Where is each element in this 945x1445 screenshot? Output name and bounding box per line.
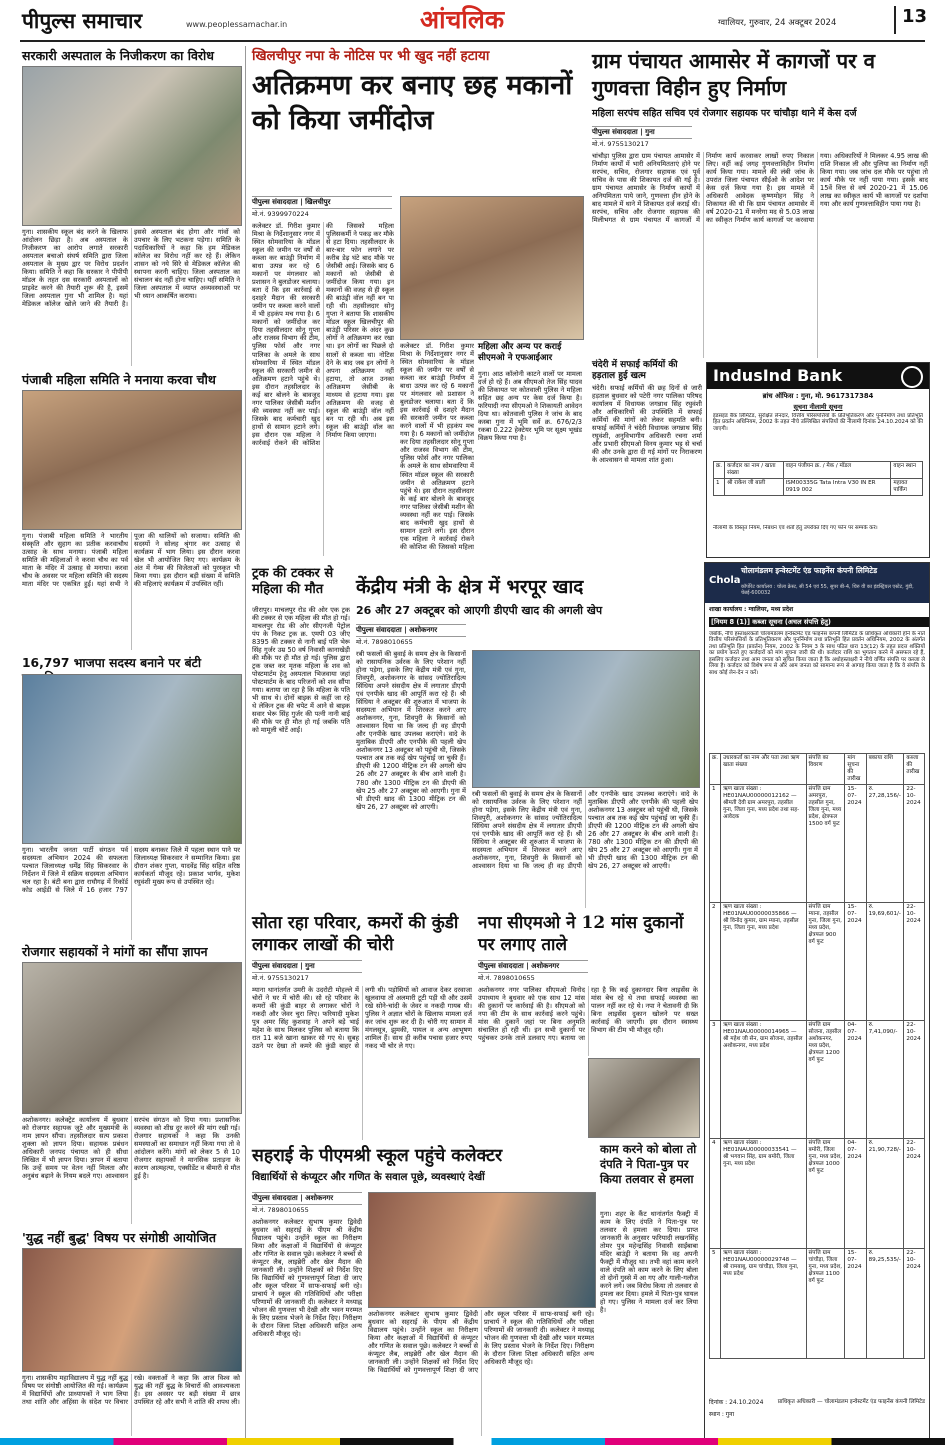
s1-photo (22, 66, 242, 226)
pmshri-body-b: अशोकनगर कलेक्टर सुभाष कुमार द्विवेदी बुधवार को सहराई के पीएम श्री केंद्रीय विद्यालय पहुंचे। उन्होंने स्कूल का निरीक्षण किया और कक्षाओं में विद्यार्थियों से कंप्यूटर और गणित के सवाल पूछे। कलेक्टर ने बच्चों से कंप्यूटर लैब, लाइब्रेरी और खेल मैदान की जानकारी ली। उन्होंने शिक्षकों को निर्देश दिए कि विद्यार्थियों को गुणवत्तापूर्ण शिक्षा दी जाए और स्कूल परिसर में साफ-सफाई बनी रहे। प्राचार्य ने स्कूल की गतिविधियों और परीक्षा परिणामों की जानकारी दी। कलेक्टर ने मध्याह्न भोजन की गुणवत्ता भी देखी और भवन मरम्मत के लिए प्रस्ताव भेजने के निर्देश दिए। निरीक्षण के दौरान जिला शिक्षा अधिकारी सहित अन्य अधिकारी मौजूद रहे। (368, 1310, 594, 1375)
kaam-body: गुना। शहर के कैंट थानांतर्गत फैक्ट्री में काम के लिए दंपति ने पिता-पुत्र पर तलवार से हमला कर दिया। प्राप्त जानकारी के अनुसार फरियादी लखनसिंह तोमर पुत्र महेन्द्रसिंह निवासी साईंबाबा मंदिर बाउंड्री ने बताया कि वह अपनी फैक्ट्री में मौजूद था। तभी वहां काम करने वाले दंपति को काम करने के लिए बोला तो दोनों गुस्से में आ गए और गाली-गलौज करने लगे। जब विरोध किया तो तलवार से हमला कर दिया। हमले में पिता-पुत्र घायल हो गए। पुलिस ने मामला दर्ज कर लिया है। (600, 1210, 698, 1315)
mahila-body: गुना। आठ कॉलोनी काटने वालों पर मामला दर्ज हो रहे हैं। अब सीएमओ तेज सिंह यादव की शिकायत पर कोतवाली पुलिस ने महिला सहित छह अन्य पर केस दर्ज किया है। फरियादी नपा सीएमओ ने शिकायती आवेदन दिया था। कोतवाली पुलिस ने जांच के बाद कस्बा गुना में भूमि सर्वे क्र. 676/2/3 रकबा 0.222 हेक्टेयर भूमि पर सूक्ष्म भूखंड विक्रय किया गया है। (478, 370, 582, 443)
chola-rule: [नियम 8 (1)] कब्जा सूचना (अचल संपत्ति हेतु) (709, 617, 929, 627)
khad-deck: 26 और 27 अक्टूबर को आएगी डीएपी खाद की अगली खेप (356, 604, 603, 617)
indusind-notice-body: इंडसइंड बैंक लिमिटेड, सुरक्षित लेनदार, वित्तीय परिसंपत्तियों के प्रतिभूतिकरण और पुनर्निर्माण तथा प्रतिभूति हित प्रवर्तन अधिनियम, 2002 के तहत नीचे उल्लिखित संपत्तियों की नीलामी दिनांक 24.10.2024 को की जाएगी। (713, 413, 923, 432)
chola-ad (704, 562, 930, 1440)
lead-headline: अतिक्रमण कर बनाए छह मकानों को किया जमींदोज (252, 70, 573, 137)
s5-body: गुना। शासकीय महाविद्यालय में युद्ध नहीं बुद्ध विषय पर संगोष्ठी आयोजित की गई। कार्यक्रम में विद्यार्थियों और प्राध्यापकों ने भाग लिया तथा शांति और अहिंसा के संदेश पर विचार रखे। वक्ताओं ने कहा कि आज विश्व को युद्ध की नहीं बुद्ध के विचारों की आवश्यकता है। इस अवसर पर बड़ी संख्या में छात्र उपस्थित रहे और सभी ने शांति की शपथ ली। (22, 1374, 240, 1407)
left-column-divider (245, 46, 246, 1438)
s3-photo (22, 674, 242, 844)
s4-headline: रोजगार सहायकों ने मांगों का सौंपा ज्ञापन (22, 944, 208, 959)
masthead-rule (20, 40, 925, 42)
s2-body: गुना। पंजाबी महिला समिति ने भारतीय संस्कृति और सुहाग का प्रतीक करवाचौथ उत्साह के साथ मनाया। पंजाबी महिला समिति की महिलाओं ने करवा चौथ का पर्व माता के मंदिर में उत्साह से मनाया। करवा चौथ के अवसर पर महिला समिति की सदस्य माता मंदिर पर एकत्रित हुईं। यहां सभी ने पूजा की थालियों को सजाया। समिति की सदस्यों ने सोलह श्रृंगार कर उत्साह से कार्यक्रम में भाग लिया। इस दौरान करवा खेल भी आयोजित किए गए। कार्यक्रम के अंत में गेम्स की विजेताओं को पुरस्कृत भी किया गया। इस दौरान बड़ी संख्या में समिति की महिलाएं कार्यक्रम में उपस्थित रहीं। (22, 532, 240, 589)
color-registration-strip (0, 1438, 945, 1445)
chola-table (709, 753, 925, 1367)
table-row: 4 ऋण खाता संख्या : HE01NAU00000033541 — श्री भगवान सिंह, ग्राम बमोरी, जिला गुना, मध्य प्रदेश संपत्ति ग्राम बमोरी, जिला गुना, मध्य प्रदेश, क्षेत्रफल 1000 वर्ग फुट 04-07-2024 रु. 21,90,728/- 22-10-2024 (710, 1138, 925, 1248)
indusind-col4: वाहन स्थान (891, 462, 923, 479)
khad-body-a: रबी फसलों की बुवाई के समय क्षेत्र के किसानों को रासायनिक उर्वरक के लिए परेशान नहीं होना पड़ेगा, इसके लिए केंद्रीय मंत्री एवं गुना, शिवपुरी, अशोकनगर के सांसद ज्योतिरादित्य सिंधिया अपने संसदीय क्षेत्र में लगातार डीएपी एवं एनपीके खाद की आपूर्ति करा रहे हैं। श्री सिंधिया ने अक्टूबर की शुरुआत में भाजपा के सदस्यता अभियान में शिरकत करने आए अशोकनगर, गुना, शिवपुरी के किसानों को आश्वासन दिया था कि जल्द ही वह डीएपी और एनपीके खाद उपलब्ध कराएंगे। वादे के मुताबिक डीएपी और एनपीके की पहली खेप अशोकनगर 13 अक्टूबर को पहुंची थी, जिसके पश्चात अब तक कई खेप पहुंचाई जा चुकी हैं। डीएपी की 1200 मीट्रिक टन की अगली खेप 26 और 27 अक्टूबर के बीच आने वाली है। 780 और 1300 मीट्रिक टन की डीएपी की खेप 25 और 27 अक्टूबर को आएगी। गुना में भी डीएपी खाद की 1300 मीट्रिक टन की खेप 26, 27 अक्टूबर को आएगी। (356, 650, 466, 811)
truck-headline: ट्रक की टक्कर से महिला की मौत (252, 566, 334, 598)
chola-th-1: उधारकर्ता का नाम और पता तथा ऋण खाता संख्या (721, 754, 806, 785)
table-row: 3 ऋण खाता संख्या : HE01NAU00000014965 — श्री महेश जी सेन, ग्राम सोजना, तहसील अशोकनगर, मध्य प्रदेश संपत्ति ग्राम सोजना, तहसील अशोकनगर, मध्य प्रदेश, क्षेत्रफल 1200 वर्ग फुट 04-07-2024 रु. 7,41,090/- 22-10-2024 (710, 1020, 925, 1138)
s1-body: गुना। शासकीय स्कूल बंद करने के खिलाफ आंदोलन छिड़ा है। अब अस्पताल के निजीकरण का आरोप लगाते सरकारी अस्पताल बचाओ संघर्ष समिति द्वारा जिला अस्पताल के मुख्य द्वार पर विरोध प्रदर्शन किया। समिति ने कहा कि सरकार ने पीपीपी मॉडल के तहत दस सरकारी अस्पतालों को प्राइवेट करने की तैयारी शुरू की है, इसमें जिला अस्पताल गुना भी शामिल है। यहां मेडिकल कॉलेज खोले जाने की तैयारी है। इससे अस्पताल बंद होगा और गांवों को उपचार के लिए भटकना पड़ेगा। समिति के पदाधिकारियों ने कहा कि हम मेडिकल कॉलेज का विरोध नहीं कर रहे हैं। लेकिन शासन को नये सिरे से मेडिकल कॉलेज की स्थापना करनी चाहिए। जिला अस्पताल का संचालन बंद नहीं होना चाहिए। यहीं समिति ने जिला अस्पताल में व्याप्त अव्यवस्थाओं पर भी ध्यान आकर्षित कराया। (22, 228, 240, 309)
table-row: 1 ऋण खाता संख्या : HE01NAU00000012162 — श्रीमती देवी ग्राम अमरपुरा, तहसील गुना, जिला गुना, मध्य प्रदेश तथा सह-आवेदक संपत्ति ग्राम अमरपुरा, तहसील गुना, जिला गुना, मध्य प्रदेश, क्षेत्रफल 1500 वर्ग फुट 15-07-2024 रु. 27,28,156/- 22-10-2024 (710, 784, 925, 902)
indusind-ad (706, 362, 930, 558)
lead-byline: पीपुल्स संवाददाता | खिलचीपुर (252, 196, 392, 209)
table-row: 5 ऋण खाता संख्या : HE01NAU00000029748 — श्री रामबाबू, ग्राम चांचौड़ा, जिला गुना, मध्य प्रदेश संपत्ति ग्राम चांचौड़ा, जिला गुना, मध्य प्रदेश, क्षेत्रफल 1100 वर्ग फुट 15-07-2024 रु. 89,25,535/- 22-10-2024 (710, 1248, 925, 1358)
pmshri-photo (368, 1192, 596, 1308)
chola-sign-place: स्थान : गुना (709, 1411, 735, 1418)
khad-mobile: मो.नं. 7898010655 (356, 638, 413, 646)
chola-table-grid (709, 753, 925, 1359)
lead-mobile: मो.नं. 9399970224 (252, 210, 309, 218)
s5-photo (22, 1248, 242, 1372)
s4-photo (22, 962, 242, 1114)
chola-sign-by: प्राधिकृत अधिकारी — चोलामंडलम इन्वेस्टमेंट एंड फाइनेंस कंपनी लिमिटेड (777, 1399, 925, 1405)
page-number: 13 (894, 6, 934, 34)
paper-url[interactable]: www.peoplessamachar.in (186, 20, 288, 29)
lead-kicker: खिलचीपुर नपा के नोटिस पर भी खुद नहीं हटाया (252, 48, 490, 64)
chola-th-2: संपत्ति का विवरण (806, 754, 845, 785)
s1-headline: सरकारी अस्पताल के निजीकरण का विरोध (22, 48, 214, 63)
chola-office: कॉर्पोरेट कार्यालय : चोला क्रेस्ट, सी 54 एवं 55, सुपर बी-4, थिरु वी का इंडस्ट्रियल एस्टेट, गुंडी, चेन्नई-600032 (741, 584, 914, 596)
panchayat-body: चांचौड़ा पुलिस द्वारा ग्राम पंचायत आमासेर में निर्माण कार्यों में भारी अनियमितताएं होने पर सरपंच, सचिव, रोजगार सहायक एवं पूर्व सचिव के पास की शिकायत दर्ज की गई है। ग्राम पंचायत आमासेर के निर्माण कार्यों में अनियमितता पाये जाने, गुणवत्ता हीन होने के बाद मामले में थाने में शिकायत दर्ज कराई थी। सरपंच, सचिव और रोजगार सहायक की मिलीभगत से ग्राम पंचायत में कागजों में निर्माण कार्य करवाकर लाखों रुपए निकाल लिए। वहीं कई जगह गुणवत्ताविहीन निर्माण कार्य किया गया। मामले की लंबी जांच के उपरांत जिला पंचायत सीईओ के आदेश पर केस दर्ज किया गया है। इस मामले में अधिकारी आवेदक कृष्णमोहन सिंह ने शिकायत की थी कि ग्राम पंचायत आमासेर में वर्ष 2020-21 में मनरेगा मद से 5.03 लाख का स्वीकृत निर्माण कार्य कागजों पर करवाया गया। अधिकारियों ने मिलकर 4.95 लाख की राशि निकाल ली और पुलिया का निर्माण नहीं किया गया। जब जांच दल मौके पर पहुंचा तो कार्य मौके पर नहीं पाया गया। इसके बाद 15वें वित्त से वर्ष 2020-21 में 15.06 लाख का स्वीकृत कार्य भी कागजों पर दर्शाया गया और कार्य गुणवत्ताविहीन पाया गया है। (592, 152, 928, 225)
s5-headline: 'युद्ध नहीं बुद्ध' विषय पर संगोष्ठी आयोजित (22, 1230, 217, 1245)
indusind-row-name: श्री राकेश जी बाली (725, 478, 784, 495)
chola-branch: शाखा कार्यालय : ग्वालियर, मध्य प्रदेश (709, 606, 794, 613)
khad-body-b: रबी फसलों की बुवाई के समय क्षेत्र के किसानों को रासायनिक उर्वरक के लिए परेशान नहीं होना पड़ेगा, इसके लिए केंद्रीय मंत्री एवं गुना, शिवपुरी, अशोकनगर के सांसद ज्योतिरादित्य सिंधिया अपने संसदीय क्षेत्र में लगातार डीएपी एवं एनपीके खाद की आपूर्ति करा रहे हैं। श्री सिंधिया ने अक्टूबर की शुरुआत में भाजपा के सदस्यता अभियान में शिरकत करने आए अशोकनगर, गुना, शिवपुरी के किसानों को आश्वासन दिया था कि जल्द ही वह डीएपी और एनपीके खाद उपलब्ध कराएंगे। वादे के मुताबिक डीएपी और एनपीके की पहली खेप अशोकनगर 13 अक्टूबर को पहुंची थी, जिसके पश्चात अब तक कई खेप पहुंचाई जा चुकी हैं। डीएपी की 1200 मीट्रिक टन की अगली खेप 26 और 27 अक्टूबर के बीच आने वाली है। 780 और 1300 मीट्रिक टन की डीएपी की खेप 25 और 27 अक्टूबर को आएगी। गुना में भी डीएपी खाद की 1300 मीट्रिक टन की खेप 26, 27 अक्टूबर को आएगी। (472, 790, 698, 871)
chola-th-3: मांग सूचना की तारीख (845, 754, 866, 785)
panchayat-headline: ग्राम पंचायत आमासेर में कागजों पर व गुणवत्ता विहीन हुए निर्माण (592, 49, 876, 100)
napa-body: अशोकनगर नगर पालिका सीएमओ विनोद उपाध्याय ने बुधवार को एक साथ 12 मांस की दुकानों पर कार्रवाई की है। सीएमओ को नपा की टीम के साथ कार्रवाई करने पहुंचे। मांस की दुकानें जहां पर बिना अनुमति संचालित हो रही थीं। इन सभी दुकानों पर पहुंचकर उनके ताले डलवाए गए। बताया जा रहा है कि कई दुकानदार बिना लाइसेंस के मांस बेच रहे थे तथा सफाई व्यवस्था का पालन नहीं कर रहे थे। नपा ने चेतावनी दी कि बिना लाइसेंस दुकान खोलने पर सख्त कार्रवाई की जाएगी। इस दौरान स्वास्थ्य विभाग की टीम भी मौजूद रही। (478, 986, 698, 1043)
indusind-row-place: महावत पार्किंग (891, 478, 923, 495)
sota-byline: पीपुल्स संवाददाता | गुना (252, 960, 362, 973)
indusind-logo-icon (901, 366, 923, 388)
lead-body-b: कलेक्टर डॉ. गिरीश कुमार मिश्रा के निर्देशानुसार नगर में स्थित सोमवारिया के मॉडल स्कूल की जमीन पर वर्षों से कब्जा कर बाउंड्री निर्माण में बाधा उत्पन्न कर रहे 6 मकानों पर मंगलवार को प्रशासन ने बुलडोजर चलाया। बता दें कि इस कार्रवाई से दशहरे मैदान की सरकारी जमीन पर कब्जा करने वालों में भी हड़कंप मच गया है। 6 मकानों को जमींदोज कर दिया तहसीलदार सोनू गुप्ता और राजस्व विभाग की टीम, पुलिस फोर्स और नगर पालिका के अमले के साथ सोमवारिया में स्थित मॉडल स्कूल की सरकारी जमीन से अतिक्रमण हटाने पहुंचे थे। इस दौरान तहसीलदार के कई बार बोलने के बावजूद नगर पालिका जेसीबी मशीन की व्यवस्था नहीं कर पाई। जिसके बाद कर्मचारी खुद हाथों से सामान हटाने लगे। इस दौरान एक महिला ने कार्रवाई रोकने की कोशिश की जिसको महिला (400, 342, 474, 551)
indusind-col1: क्र. (714, 462, 725, 479)
s2-photo (22, 390, 242, 530)
chola-table-header (710, 754, 925, 785)
napa-headline: नपा सीएमओ ने 12 मांस दुकानों पर लगाए ताले (478, 913, 684, 956)
table-row: 2 ऋण खाता संख्या : HE01NAU00000035866 — श्री विनोद कुमार, ग्राम म्याना, तहसील गुना, जिला गुना, मध्य प्रदेश संपत्ति ग्राम म्याना, तहसील गुना, जिला गुना, मध्य प्रदेश, क्षेत्रफल 900 वर्ग फुट 15-07-2024 रु. 19,69,601/- 22-10-2024 (710, 902, 925, 1020)
panchayat-byline: पीपुल्स संवाददाता | गुना (592, 126, 692, 139)
chola-sign-date: दिनांक : 24.10.2024 (709, 1399, 764, 1406)
khad-byline: पीपुल्स संवाददाता | अशोकनगर (356, 624, 466, 637)
chola-th-5: कब्जा की तारीख (904, 754, 925, 785)
indusind-branch: ब्रांच ऑफिस : गुना, मो. 9617317384 (762, 392, 874, 400)
section-title: आंचलिक (420, 5, 505, 34)
indusind-row-acct: ISM00335G Tata Intra V30 IN ER 0919 002 (783, 478, 891, 495)
sota-body: म्याना थानांतर्गत उमरी के उदरोटी मोहल्ले में चोरों ने घर में चोरी की। सो रहे परिवार के कमरों की कुंडी बाहर से लगाकर चोरों ने नकदी और जेवर चुरा लिए। फरियादी मुकेश पुत्र अमर सिंह कुशवाह ने अपने बड़े भाई महेश के साथ मिलकर पुलिस को बताया कि रात 11 बजे खाना खाकर सो गए थे। सुबह उठने पर देखा तो कमरे की कुंडी बाहर से लगी थी। पड़ोसियों को आवाज देकर दरवाजा खुलवाया तो अलमारी टूटी पड़ी थी और उसमें रखे सोने-चांदी के जेवर व नकदी गायब थी। पुलिस ने अज्ञात चोरों के खिलाफ मामला दर्ज कर जांच शुरू कर दी है। चोरी गए सामान में मंगलसूत्र, झुमकी, पायल व अन्य आभूषण शामिल हैं। साथ ही करीब पचास हजार रुपए नकद भी चोर ले गए। (252, 986, 472, 1051)
indusind-col3: वाहन पंजीयन क्र. / मेक / मॉडल (783, 462, 891, 479)
sota-mobile: मो.नं. 9755130217 (252, 974, 309, 982)
chola-company: चोलामंडलम इन्वेस्टमेंट एंड फाइनेंस कंपनी लिमिटेड (741, 566, 878, 575)
chanderi-headline: चंदेरी में सफाई कर्मियों की हड़ताल हुई खत्म (592, 360, 678, 382)
chola-th-0: क्र. (710, 754, 721, 785)
pmshri-body-a: अशोकनगर कलेक्टर सुभाष कुमार द्विवेदी बुधवार को सहराई के पीएम श्री केंद्रीय विद्यालय पहुंचे। उन्होंने स्कूल का निरीक्षण किया और कक्षाओं में विद्यार्थियों से कंप्यूटर और गणित के सवाल पूछे। कलेक्टर ने बच्चों से कंप्यूटर लैब, लाइब्रेरी और खेल मैदान की जानकारी ली। उन्होंने शिक्षकों को निर्देश दिए कि विद्यार्थियों को गुणवत्तापूर्ण शिक्षा दी जाए और स्कूल परिसर में साफ-सफाई बनी रहे। प्राचार्य ने स्कूल की गतिविधियों और परीक्षा परिणामों की जानकारी दी। कलेक्टर ने मध्याह्न भोजन की गुणवत्ता भी देखी और भवन मरम्मत के लिए प्रस्ताव भेजने के निर्देश दिए। निरीक्षण के दौरान जिला शिक्षा अधिकारी सहित अन्य अधिकारी मौजूद रहे। (252, 1218, 362, 1339)
pmshri-mobile: मो.नं. 7898010655 (252, 1206, 309, 1214)
khad-headline: केंद्रीय मंत्री के क्षेत्र में भरपूर खाद (356, 576, 584, 598)
dateline: ग्वालियर, गुरुवार, 24 अक्टूबर 2024 (718, 18, 837, 28)
chola-logo: Chola (709, 575, 741, 586)
napa-byline: पीपुल्स संवाददाता | अशोकनगर (478, 960, 588, 973)
chola-intro: जबकि, नीचे हस्ताक्षरकर्ता चोलामंडलम इन्वेस्टमेंट एंड फाइनेंस कंपनी लिमिटेड के प्राधिकृत अधिकारी होने के नाते वित्तीय परिसंपत्तियों के प्रतिभूतिकरण और पुनर्निर्माण तथा प्रतिभूति हित प्रवर्तन अधिनियम, 2002 के अंतर्गत तथा प्रतिभूति हित (प्रवर्तन) नियम, 2002 के नियम 3 के साथ पठित धारा 13(12) के तहत प्रदत्त शक्तियों का प्रयोग करते हुए कर्जदारों को मांग सूचना जारी की थी। कर्जदार राशि का भुगतान करने में असफल रहे हैं, इसलिए कर्जदार तथा आम जनता को सूचित किया जाता है कि अधोहस्ताक्षरी ने नीचे वर्णित संपत्ति पर कब्जा ले लिया है। कर्जदार को विशेष रूप से और आम जनता को सामान्य रूप से आगाह किया जाता है कि वे संपत्ति के साथ कोई लेन-देन न करें। (709, 631, 925, 676)
s4-body: अशोकनगर। कलेक्ट्रेट कार्यालय में बुधवार को रोजगार सहायक जुटे और मुख्यमंत्री के नाम ज्ञापन सौंपा। तहसीलदार सत्य प्रकाश शुक्ला को ज्ञापन दिया। सहायक प्रबंधन अधिकारी जनपद पंचायत को ही सीधा लिखित में भी ज्ञापन दिया। ज्ञापन में बताया कि उन्हें समय पर वेतन नहीं मिलता और अनुबंध बढ़ाने के नियम बदले गए। आश्वासन सरपंच संगठन को दिया गया। प्रशासनिक व्यवस्था को शीघ्र दूर करने की मांग रखी गई। रोजगार सहायकों ने कहा कि उनकी समस्याओं का समाधान नहीं किया गया तो वे आंदोलन करेंगे। मांगों को लेकर 5 से 10 रोजगार सहायकों ने मानसिक प्रताड़ना के कारण आत्महत्या, एक्सीडेंट व बीमारी से मौत हुई है। (22, 1116, 240, 1181)
indusind-name: IndusInd Bank (713, 366, 843, 385)
sota-headline: सोता रहा परिवार, कमरों की कुंडी लगाकर लाखों की चोरी (252, 913, 459, 956)
napa-photo (588, 1058, 700, 1138)
mahila-headline: महिला और अन्य पर कराई सीएमओ ने एफआईआर (478, 342, 562, 363)
pmshri-headline: सहराई के पीएमश्री स्कूल पहुंचे कलेक्टर (252, 1146, 503, 1166)
truck-body: जीरापुर। माचलपुर रोड की ओर एक ट्रक की टक्कर से एक महिला की मौत हो गई। माचलपुर रोड की ओर सीएनजी पेट्रोल पंप के निकट ट्रक क्र. एमपी 03 जीए 8395 की टक्कर से नानी बाई पति भेरू सिंह गुर्जर उम्र 50 वर्ष निवासी कानाखेड़ी की मौके पर ही मौत हो गई। पुलिस द्वारा ट्रक जब्त कर मृतक महिला के शव को पोस्टमार्टम हेतु अस्पताल भिजवाया जहां पोस्टमार्टम के बाद परिजनों को शव सौंपा गया। बताया जा रहा है कि महिला के पति भी साथ थे। दोनों बाइक से कहीं जा रहे थे लेकिन ट्रक की चपेट में आने से बाइक सवार भेरू सिंह गुर्जर की पत्नी नानी बाई की मौके पर ही मौत हो गई जबकि पति को मामूली चोटें आईं। (252, 606, 350, 735)
chanderi-body: चंदेरी। सफाई कर्मियों की छह दिनों से जारी हड़ताल बुधवार को पटेरी नगर पालिका परिषद कार्यालय में विधायक जगन्नाथ सिंह रघुवंशी और अधिकारियों की उपस्थिति में सफाई कर्मियों की मांगों को लेकर सहमति बनी। सफाई कर्मियों ने चंदेरी विधायक जगन्नाथ सिंह रघुवंशी, अनुविभागीय अधिकारी रचना शर्मा और प्रभारी सीएमओ विनय कुमार भट्ट से चर्चा की और उनके द्वारा दी गई मांगों पर निराकरण के आश्वासन से मामला शांत हुआ। (592, 384, 702, 465)
pmshri-byline: पीपुल्स संवाददाता | अशोकनगर (252, 1192, 362, 1205)
indusind-table: क्र. कर्जदार का नाम / खाता संख्या वाहन पंजीयन क्र. / मेक / मॉडल वाहन स्थान 1 श्री राकेश जी बाली ISM00335G Tata Intra V30 IN ER 0919 002 महावत पार्किंग (713, 461, 923, 496)
chola-th-4: बकाया राशि (866, 754, 904, 785)
kaam-headline: काम करने को बोला तो दंपति ने पिता-पुत्र पर किया तलवार से हमला (600, 1142, 697, 1186)
panchayat-deck: महिला सरपंच सहित सचिव एवं रोजगार सहायक पर चांचौड़ा थाने में केस दर्ज (592, 108, 857, 119)
napa-mobile: मो.नं. 7898010655 (478, 974, 535, 982)
indusind-footer: नीलामी के विस्तृत नियम, निबंधन एवं शर्तों हेतु उपरोक्त दिए गए फोन पर सम्पर्क करें। (713, 525, 878, 531)
khad-photo (472, 650, 700, 788)
s3-headline: 16,797 भाजपा सदस्य बनाने पर बंटी (22, 656, 202, 670)
paper-name: पीपुल्स समाचार (22, 8, 143, 33)
lead-photo (400, 196, 584, 340)
s3-body: गुना। भारतीय जनता पार्टी संगठन पर्व सदस्यता अभियान 2024 की सफलता पश्चात जिलाध्यक्ष धर्मेंद्र सिंह सिकरवार के निर्देशन में जिले में सक्रिय सदस्यता अभियान चल रहा है। बंटी बना द्वारा राघौगढ़ में रिकॉर्ड कोड आईडी से जिले में 16 हजार 797 सदस्य बनाकर जिले में पहला स्थान पाने पर जिलाध्यक्ष सिकरवार ने सम्मानित किया। इस दौरान शंकर गुप्ता, यादवेंद्र सिंह सहित वरिष्ठ कार्यकर्ता मौजूद रहे। प्रकाश भार्गव, मुकेश रघुवंशी मुख्य रूप से उपस्थित रहे। (22, 846, 240, 895)
panchayat-mobile: मो.नं. 9755130217 (592, 140, 649, 148)
indusind-notice-title: सूचना नीलामी सूचना (793, 403, 843, 411)
lead-body-a: कलेक्टर डॉ. गिरीश कुमार मिश्रा के निर्देशानुसार नगर में स्थित सोमवारिया के मॉडल स्कूल की जमीन पर वर्षों से कब्जा कर बाउंड्री निर्माण में बाधा उत्पन्न कर रहे 6 मकानों पर मंगलवार को प्रशासन ने बुलडोजर चलाया। बता दें कि इस कार्रवाई से दशहरे मैदान की सरकारी जमीन पर कब्जा करने वालों में भी हड़कंप मच गया है। 6 मकानों को जमींदोज कर दिया तहसीलदार सोनू गुप्ता और राजस्व विभाग की टीम, पुलिस फोर्स और नगर पालिका के अमले के साथ सोमवारिया में स्थित मॉडल स्कूल की सरकारी जमीन से अतिक्रमण हटाने पहुंचे थे। इस दौरान तहसीलदार के कई बार बोलने के बावजूद नगर पालिका जेसीबी मशीन की व्यवस्था नहीं कर पाई। जिसके बाद कर्मचारी खुद हाथों से सामान हटाने लगे। इस दौरान एक महिला ने कार्रवाई रोकने की कोशिश की जिसको महिला पुलिसकर्मी ने पकड़ कर मौके से हटा दिया। तहसीलदार के बार-बार फोन लगाने पर करीब डेढ़ घंटे बाद मौके पर जेसीबी आई। जिसके बाद 6 मकानों को जेसीबी से जमींदोज किया गया। इन मकानों की वजह से ही स्कूल की बाउंड्री वॉल नहीं बन पा रही थी। तहसीलदार सोनू गुप्ता ने बताया कि शासकीय मॉडल स्कूल खिलचीपुर की बाउंड्री परिसर के अंदर कुछ लोगों ने अतिक्रमण कर रखा था। इन लोगों का पिछले दो सालों से कब्जा था। नोटिस देने के बाद जब इन लोगों ने अपना अतिक्रमण नहीं हटाया, तो आज उनका अतिक्रमण जेसीबी के माध्यम से हटाया गया। इस अतिक्रमण की वजह से स्कूल की बाउंड्री वॉल नहीं बन पा रही थी। अब इस स्कूल की बाउंड्री वॉल का निर्माण किया जाएगा। (252, 222, 394, 447)
pmshri-deck: विद्यार्थियों से कंप्यूटर और गणित के सवाल पूछे, व्यवस्थाएं देखीं (252, 1172, 485, 1183)
masthead (0, 0, 945, 40)
s2-headline: पंजाबी महिला समिति ने मनाया करवा चौथ (22, 372, 216, 387)
indusind-col2: कर्जदार का नाम / खाता संख्या (725, 462, 784, 479)
